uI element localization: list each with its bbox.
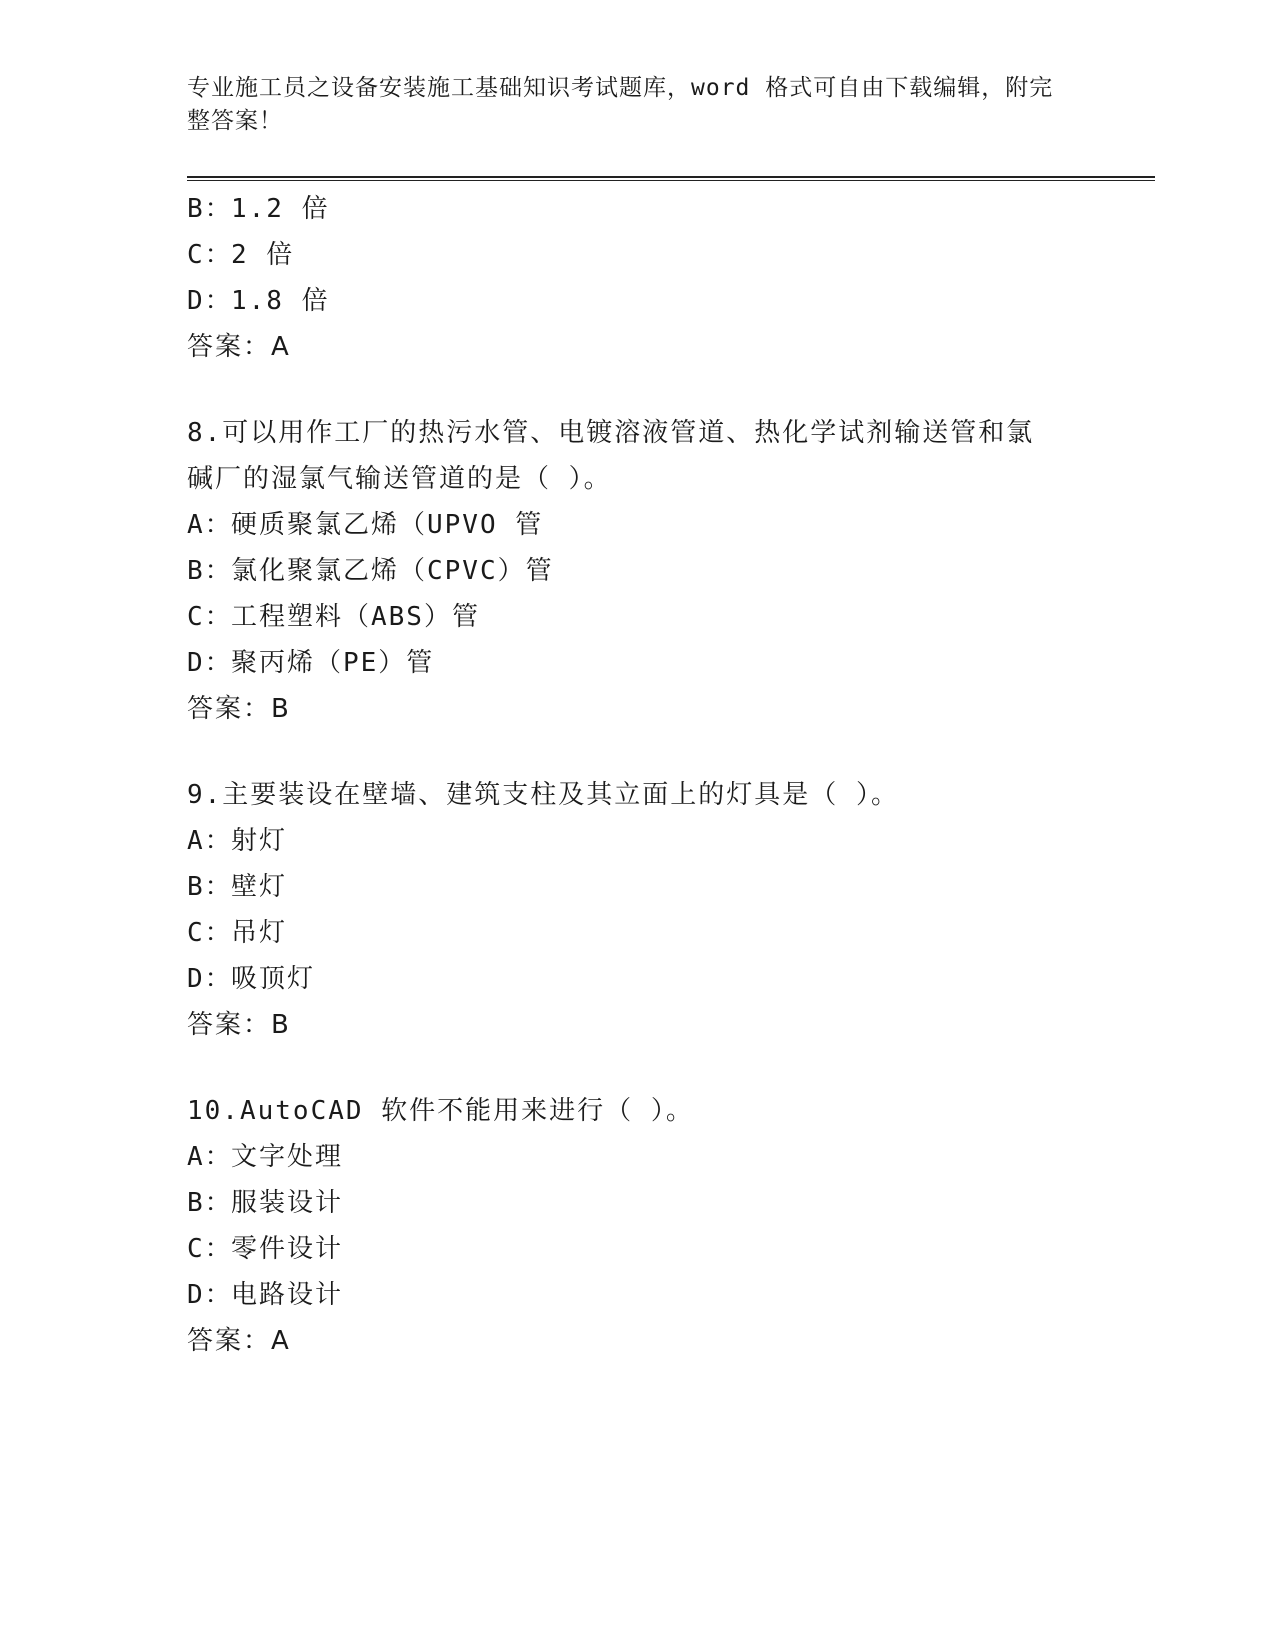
option-c: C：零件设计 [187,1234,344,1264]
question-8 [187,410,1087,732]
option-c: C：工程塑料（ABS）管 [187,602,480,632]
answer: 答案：B [187,694,291,724]
option-c: C：吊灯 [187,918,288,948]
question-stem: 9.主要装设在壁墙、建筑支柱及其立面上的灯具是（ ）。 [187,780,899,810]
option-a: A：文字处理 [187,1142,344,1172]
question-stem-cont: 碱厂的湿氯气输送管道的是（ ）。 [187,464,612,494]
question-list [187,186,1087,1364]
page-header [187,72,1067,138]
option-b: B：服装设计 [187,1188,344,1218]
option-b: B：氯化聚氯乙烯（CPVC）管 [187,556,554,586]
option-c: C：2 倍 [187,240,295,270]
option-a: A：射灯 [187,826,288,856]
header-line-1: 专业施工员之设备安装施工基础知识考试题库，word 格式可自由下载编辑，附完 [187,75,1054,101]
question-9 [187,772,1087,1048]
answer: 答案：A [187,1326,291,1356]
question-stem: 8.可以用作工厂的热污水管、电镀溶液管道、热化学试剂输送管和氯 [187,418,1035,448]
option-d: D：吸顶灯 [187,964,316,994]
option-d: D：电路设计 [187,1280,344,1310]
option-b: B：壁灯 [187,872,288,902]
header-divider [187,176,1155,181]
answer: 答案：A [187,332,291,362]
option-b: B：1.2 倍 [187,194,330,224]
question-7 [187,186,1087,370]
header-line-2: 整答案！ [187,108,283,134]
question-stem: 10.AutoCAD 软件不能用来进行（ ）。 [187,1096,694,1126]
option-d: D：聚丙烯（PE）管 [187,648,435,678]
option-a: A：硬质聚氯乙烯（UPVO 管 [187,510,544,540]
answer: 答案：B [187,1010,291,1040]
option-d: D：1.8 倍 [187,286,330,316]
question-10 [187,1088,1087,1364]
